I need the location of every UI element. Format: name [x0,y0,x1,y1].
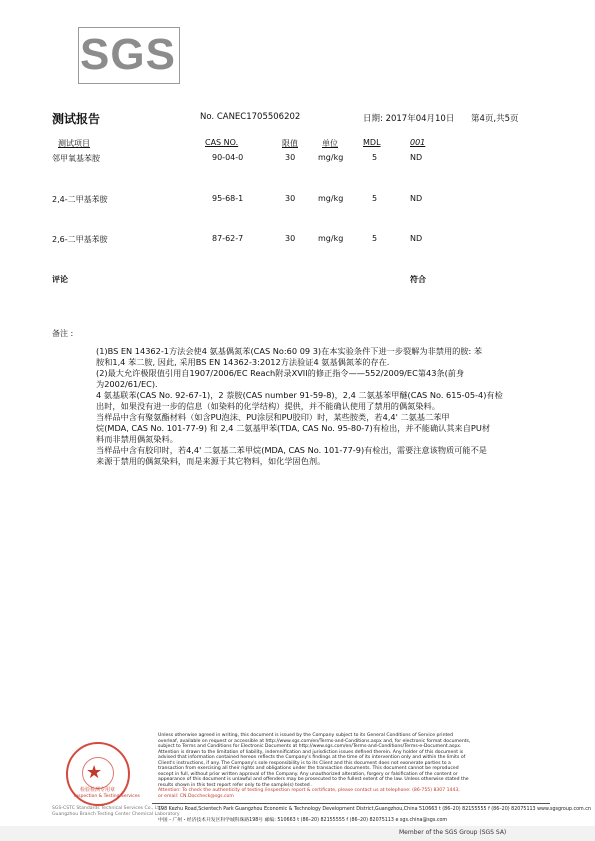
note-line: 4 氨基联苯(CAS No. 92-67-1)，2 萘胺(CAS number 91-59-8)，2,4 二氨基苯甲醚(CAS No. 615-05-4)有检 [96,390,503,400]
disclaimer-line: transaction from exercising all their rights and obligations under the transaction documents. This document cannot be reproduced [158,766,459,771]
note-line: 料而非禁用偶氮染料。 [96,434,178,444]
table-cell-cas: 95-68-1 [212,194,244,203]
table-cell-item: 邻甲氧基苯胺 [52,154,100,163]
table-cell-mdl: 5 [372,194,378,203]
disclaimer-line: Attention is drawn to the limitation of liability, indemnification and jurisdiction issues defined therein. Any holder of this document is [158,749,464,755]
table-cell-result: ND [410,194,423,203]
table-cell-result: ND [410,153,423,162]
company-name: SGS-CSTC Standards Technical Services Co., Ltd. [52,806,164,811]
disclaimer-line: Client's instructions, if any. The Company's sole responsibility is to its Client and this document does not exonerate parties to a [158,760,451,766]
disclaimer-line: overleaf, available on request or accessible at http://www.sgs.com/en/Terms-and-Conditions.aspx and, for electronic format documents, [158,738,471,744]
comment-label: 评论 [52,275,68,284]
address-chinese: 中国・广州・经济技术开发区科学城科珠路198号 邮编: 510663 t (86–20) 82155555 f (86–20) 82075113 e sgs.china@sgs.com [158,818,448,823]
table-cell-item: 2,6-二甲基苯胺 [52,235,108,244]
disclaimer-line: advised that information contained hereon reflects the Company's findings at the time of its intervention only and within the limits of [158,755,466,760]
notes-label: 备注 : [52,329,74,338]
col-header-cas: CAS NO. [205,138,239,147]
member-text: Member of the SGS Group (SGS SA) [399,829,507,836]
col-header-item: 测试项目 [58,139,90,148]
footer-divider [152,803,550,804]
disclaimer-line: appearance of this document is unlawful and offenders may be prosecuted to the fullest extent of the law. Unless otherwise stated the [158,777,469,782]
report-title: 测试报告 [52,112,101,126]
note-line: 当样品中含有胶印时，若4,4' 二氨基二苯甲烷(MDA, CAS No. 101-77-9)有检出，需要注意该物质可能不是 [96,445,487,455]
disclaimer-line: results shown in this test report refer only to the sample(s) tested . [158,782,313,788]
note-line: 为2002/61/EC). [96,379,158,389]
seal-english-text: Inspection & Testing Services [74,794,140,799]
table-cell-unit: mg/kg [318,234,344,243]
table-cell-cas: 87-62-7 [212,234,244,243]
seal-star-icon: ★ [86,762,103,783]
note-line: 烷(MDA, CAS No. 101-77-9) 和 2,4 二氨基甲苯(TDA, CAS No. 95-80-7)有检出，并不能确认其来自PU材 [96,423,491,433]
notes-block [96,346,566,467]
note-line: 来源于禁用的偶氮染料，而是来源于其它物料，如化学固色剂。 [96,456,326,466]
note-line: (1)BS EN 14362-1方法会使4 氨基偶氮苯(CAS No:60 09 3)在本实验条件下进一步裂解为非禁用的胺: 苯 [96,346,483,356]
note-line: 当样品中含有聚氨酯材料（如含PU泡沫、PU涂层和PU胶印）时，某些胺类，若4,4' 二氨基二苯甲 [96,412,450,422]
table-cell-mdl: 5 [372,234,378,243]
lab-name: Guangzhou Branch Testing Center Chemical Laboratory [52,812,180,817]
note-line: 胺和1,4 苯二胺, 因此, 采用BS EN 14362-3:2012方法验证4 氨基偶氮苯的存在. [96,357,390,367]
table-cell-result: ND [410,234,423,243]
seal-center-text: 检验检测专用章 [80,787,116,793]
table-cell-unit: mg/kg [318,194,344,203]
note-line: (2)最大允许极限值引用自1907/2006/EC Reach附录XVII的修正指令——552/2009/EC第43条(前身 [96,368,465,378]
col-header-sample: 001 [410,138,426,147]
table-cell-unit: mg/kg [318,153,344,162]
col-header-unit: 单位 [322,139,338,148]
table-cell-cas: 90-04-0 [212,153,244,162]
comment-value: 符合 [410,275,426,284]
disclaimer [158,733,550,799]
table-cell-limit: 30 [285,153,296,162]
table-cell-mdl: 5 [372,153,378,162]
table-cell-limit: 30 [285,234,296,243]
address-english: 198 Kezhu Road,Scientech Park Guangzhou Economic & Technology Development District,Guangzhou,China 510663 t (86–20) 82155555 f (86–20) 82075113 www.sgsgroup.com.cn [158,807,591,812]
page-indicator: 第4页,共5页 [471,114,519,124]
disclaimer-line: except in full, without prior written approval of the Company. Any unauthorized alteration, forgery or falsification of the content or [158,771,458,777]
report-date: 日期: 2017年04月10日 [363,114,455,124]
disclaimer-line: Unless otherwise agreed in writing, this document is issued by the Company subject to its General Conditions of Service printed [158,733,454,738]
note-line: 出时，如果没有进一步的信息（如染料的化学结构）提供，并不能确认使用了禁用的偶氮染料。 [96,401,440,411]
table-cell-item: 2,4-二甲基苯胺 [52,195,108,204]
sgs-logo: SGS [80,30,176,79]
report-number: No. CANEC1705506202 [200,112,301,122]
attention-line: or email: CN.Doccheck@sgs.com [158,793,234,799]
disclaimer-line: subject to Terms and Conditions for Electronic Documents at http://www.sgs.com/en/Terms-and-Conditions/Terms-e-Document.aspx. [158,744,462,749]
col-header-limit: 限值 [282,139,298,148]
col-header-mdl: MDL [363,138,381,147]
table-cell-limit: 30 [285,194,296,203]
attention-line: Attention: To check the authenticity of testing /inspection report & certificate, please contact us at telephone: (86-755) 8307 1443, [158,788,460,793]
